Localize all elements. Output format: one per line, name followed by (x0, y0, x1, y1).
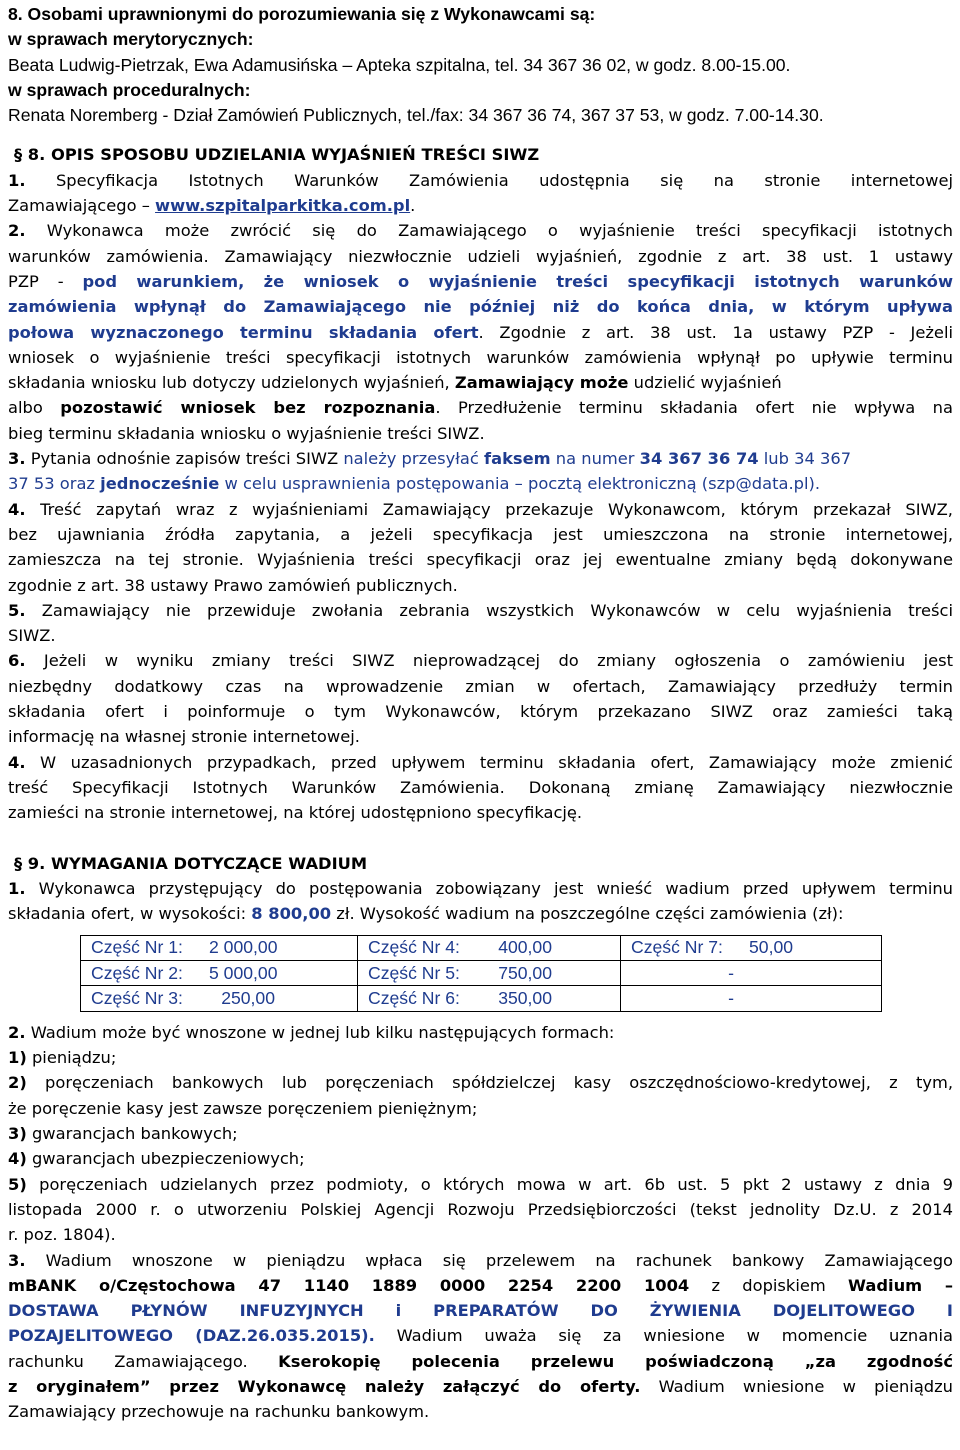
part-value: 50,00 (749, 937, 794, 958)
contacts-section (8, 2, 953, 128)
opis-p2-line4: zamówienia wpłynął do Zamawiającego nie później niż do końca dnia, w którym upływa (8, 297, 953, 317)
item-number: 2) (8, 1073, 27, 1093)
wadium-p3-line2 (8, 1273, 953, 1298)
opis-p2-line6: wniosek o wyjaśnienie treści specyfikacji istotnych warunków zamówienia wpłynął po upływie terminu (8, 347, 953, 367)
table-cell (81, 935, 358, 960)
table-row (81, 986, 882, 1011)
table-row (81, 961, 882, 986)
text: . Zgodnie z art. 38 ust. 1a ustawy PZP - Jeżeli (478, 322, 953, 342)
emphasis-text: jednocześnie (100, 474, 220, 494)
opis-p5-line1 (8, 598, 953, 623)
opis-p7-line3: zamieści na stronie internetowej, na której udostępniono specyfikację. (8, 803, 583, 823)
emphasis-text: lub 34 367 (758, 449, 852, 469)
opis-p6-line2: niezbędny dodatkowy czas na wprowadzenie zmian w ofertach, Zamawiający przedłuży termin (8, 676, 953, 696)
table-cell (81, 961, 358, 986)
item-number: 3. (8, 1250, 26, 1270)
part-label: Część Nr 4: (368, 937, 460, 958)
item-number: 5) (8, 1174, 27, 1194)
section-8 (8, 142, 953, 825)
form-3 (8, 1121, 953, 1146)
wadium-p3-line6 (8, 1374, 953, 1399)
text: Wadium wnoszone w pieniądzu wpłaca się przelewem na rachunek bankowy Zamawiającego (45, 1250, 953, 1270)
wadium-p3-line1 (8, 1248, 953, 1273)
item-number: 1) (8, 1048, 27, 1068)
text: Pytania odnośnie zapisów treści SIWZ (30, 449, 344, 469)
wadium-p3-line5 (8, 1349, 953, 1374)
item-number: 2. (8, 221, 26, 241)
item-number: 3) (8, 1124, 27, 1144)
emphasis-text: na numer (550, 449, 640, 469)
emphasis-text: faksem (484, 449, 551, 469)
opis-p2-line5 (8, 320, 953, 345)
table-row (81, 935, 882, 960)
part-value: 400,00 (498, 937, 552, 958)
part-label: Część Nr 6: (368, 988, 460, 1009)
opis-p4-line1 (8, 497, 953, 522)
table-cell (358, 961, 621, 986)
table-cell (621, 961, 882, 986)
table-cell (81, 986, 358, 1011)
form-2-line1 (8, 1070, 953, 1095)
wadium-p1-line1 (8, 876, 953, 901)
emphasis-text: Kserokopię polecenia przelewu poświadczoną „za zgodność (278, 1351, 953, 1371)
part-value: 5 000,00 (209, 962, 278, 983)
text: Specyfikacja Istotnych Warunków Zamówienia udostępnia się na stronie internetowej (55, 170, 953, 190)
part-label: Część Nr 3: (91, 988, 183, 1009)
text: w celu usprawnienia postępowania – pocztą elektroniczną (szp@data.pl). (219, 474, 821, 494)
total-amount: 8 800,00 (251, 904, 332, 924)
form-4 (8, 1146, 953, 1171)
opis-p4-line4: zgodnie z art. 38 ustawy Prawo zamówień publicznych. (8, 575, 458, 595)
text: z dopiskiem (689, 1275, 848, 1295)
form-5-line1 (8, 1172, 953, 1197)
form-2-line2: że poręczenie kasy jest zawsze poręczeniem pieniężnym; (8, 1098, 478, 1118)
text: Wadium wniesione w pieniądzu (640, 1377, 953, 1397)
opis-p1-line2 (8, 193, 953, 218)
wadium-p3-line7: Zamawiający przechowuje na rachunku bankowym. (8, 1402, 430, 1422)
section-8-heading: § 8. OPIS SPOSOBU UDZIELANIA WYJAŚNIEŃ TREŚCI SIWZ (14, 145, 540, 165)
table-cell (358, 986, 621, 1011)
merit-contacts-text: Beata Ludwig-Pietrzak, Ewa Adamusińska – Apteka szpitalna, tel. 34 367 36 02, w godz. 8.00-15.00. (8, 54, 791, 75)
wadium-p3-line3: DOSTAWA PŁYNÓW INFUZYJNYCH i PREPARATÓW DO ŻYWIENIA DOJELITOWEGO I (8, 1301, 953, 1321)
contacts-heading: 8. Osobami uprawnionymi do porozumiewania się z Wykonawcami są: (8, 4, 596, 24)
text: składania wniosku lub dotyczy udzielonych wyjaśnień, (8, 373, 455, 393)
form-5-line2: listopada 2000 r. o utworzeniu Polskiej Agencji Rozwoju Przedsiębiorczości (tekst jednolity Dz.U. z 2014 (8, 1199, 953, 1219)
form-5-line3: r. poz. 1804). (8, 1225, 116, 1245)
merit-contacts-label: w sprawach merytorycznych: (8, 29, 254, 50)
emphasis-text: Zamawiający może (454, 373, 629, 393)
text: zł. Wysokość wadium na poszczególne części zamówienia (zł): (331, 904, 844, 924)
procedural-contacts-label: w sprawach proceduralnych: (8, 79, 251, 100)
opis-p2-line8 (8, 395, 953, 420)
opis-p1-line1 (8, 168, 953, 193)
website-link[interactable]: www.szpitalparkitka.com.pl (155, 196, 411, 216)
part-label: Część Nr 2: (91, 962, 183, 983)
opis-p2-line9: bieg terminu składania wniosku o wyjaśnienie treści SIWZ. (8, 423, 485, 443)
opis-p6-line4: informację na własnej stronie internetowej. (8, 727, 360, 747)
part-label: Część Nr 1: (91, 937, 183, 958)
opis-p2-line7 (8, 370, 953, 395)
emphasis-text: POZAJELITOWEGO (DAZ.26.035.2015). (8, 1326, 375, 1346)
text: . (410, 196, 416, 216)
text: gwarancjach ubezpieczeniowych; (31, 1149, 305, 1169)
text: pieniądzu; (31, 1048, 117, 1068)
opis-p6-line1 (8, 648, 953, 673)
text: Wykonawca przystępujący do postępowania zobowiązany jest wnieść wadium przed upływem terminu (38, 879, 953, 899)
part-value: 2 000,00 (209, 937, 278, 958)
opis-p2-line1 (8, 218, 953, 243)
opis-p6-line3: składania ofert i poinformuje o tym Wykonawców, którym przekazano SIWZ oraz zamieści taką (8, 702, 953, 722)
part-value: 250,00 (221, 988, 275, 1009)
text: Wadium może być wnoszone w jednej lub kilku następujących formach: (30, 1022, 615, 1042)
wadium-parts-table (80, 935, 882, 1012)
text: PZP - (8, 271, 83, 291)
opis-p2-line3 (8, 269, 953, 294)
item-number: 4. (8, 499, 26, 519)
part-label: Część Nr 5: (368, 962, 460, 983)
text: rachunku Zamawiającego. (8, 1351, 279, 1371)
text: poręczeniach udzielanych przez podmioty, o których mowa w art. 6b ust. 5 pkt 2 ustawy z dnia 9 (39, 1174, 953, 1194)
part-value: - (728, 962, 734, 983)
text: . Przedłużenie terminu składania ofert nie wpływa na (435, 398, 953, 418)
item-number: 5. (8, 600, 26, 620)
emphasis-text: z oryginałem” przez Wykonawcę należy załączyć do oferty. (8, 1377, 641, 1397)
opis-p4-line3: zamieszcza na tej stronie. Wyjaśnienia treści specyfikacji oraz jej ewentualne zmiany będą dokonywane (8, 550, 953, 570)
bank-account: mBANK o/Częstochowa 47 1140 1889 0000 2254 2200 1004 (8, 1275, 690, 1295)
procedural-contacts-text: Renata Noremberg - Dział Zamówień Publicznych, tel./fax: 34 367 36 74, 367 37 53, w godz. 7.00-14.30. (8, 105, 824, 126)
opis-p7-line2: treść Specyfikacji Istotnych Warunków Zamówienia. Dokonaną zmianę Zamawiający niezwłocznie (8, 777, 953, 797)
opis-p3-line1 (8, 446, 953, 471)
item-number: 4) (8, 1149, 27, 1169)
text: Wykonawca może zwrócić się do Zamawiającego o wyjaśnienie treści specyfikacji istotnych (46, 221, 953, 241)
part-value: 750,00 (498, 962, 552, 983)
text: Zamawiający nie przewiduje zwołania zebrania wszystkich Wykonawców w celu wyjaśnienia treści (41, 600, 953, 620)
opis-p3-line2 (8, 471, 953, 496)
emphasis-text: 34 367 36 74 (639, 449, 759, 469)
text: Treść zapytań wraz z wyjaśnieniami Zamawiający przekazuje Wykonawcom, którym przekazał SIWZ, (40, 499, 953, 519)
table-cell (621, 986, 882, 1011)
text: udzielić wyjaśnień (628, 373, 782, 393)
item-number: 1. (8, 170, 26, 190)
item-number: 4. (8, 752, 26, 772)
item-number: 3. (8, 449, 26, 469)
text: poręczeniach bankowych lub poręczeniach spółdzielczej kasy oszczędnościowo-kredytowej, z tym, (45, 1073, 953, 1093)
text: W uzasadnionych przypadkach, przed upływem terminu składania ofert, Zamawiający może zmienić (40, 752, 953, 772)
opis-p7-line1 (8, 750, 953, 775)
opis-p5-line2: SIWZ. (8, 626, 56, 646)
item-number: 2. (8, 1022, 26, 1042)
table-cell (358, 935, 621, 960)
wadium-p2-line1 (8, 1020, 953, 1045)
table-cell (621, 935, 882, 960)
wadium-p3-line4 (8, 1323, 953, 1348)
emphasis-text: należy przesyłać (343, 449, 484, 469)
part-value: - (728, 988, 734, 1009)
emphasis-text: pod warunkiem, że wniosek o wyjaśnienie treści specyfikacji istotnych warunków (82, 271, 954, 291)
text: albo (8, 398, 61, 418)
opis-p2-line2: warunków zamówienia. Zamawiający niezwłocznie udzieli wyjaśnień, zgodnie z art. 38 ust. 1 ustawy (8, 246, 953, 266)
text: Jeżeli w wyniku zmiany treści SIWZ nieprowadzącej do zmiany ogłoszenia o zamówieniu jest (43, 651, 953, 671)
form-1 (8, 1045, 953, 1070)
item-number: 1. (8, 879, 26, 899)
wadium-p1-line2 (8, 901, 953, 926)
part-value: 350,00 (498, 988, 552, 1009)
emphasis-text: pozostawić wniosek bez rozpoznania (60, 398, 436, 418)
text: składania ofert, w wysokości: (8, 904, 252, 924)
emphasis-text: Wadium – (847, 1275, 953, 1295)
text: gwarancjach bankowych; (31, 1124, 238, 1144)
emphasis-text: połowa wyznaczonego terminu składania ofert (8, 322, 479, 342)
part-label: Część Nr 7: (631, 937, 723, 958)
text: Wadium uważa się za wniesione w momencie uznania (374, 1326, 953, 1346)
section-9 (8, 851, 953, 1425)
text: 37 53 oraz (8, 474, 101, 494)
section-9-heading: § 9. WYMAGANIA DOTYCZĄCE WADIUM (14, 853, 368, 873)
item-number: 6. (8, 651, 26, 671)
text: Zamawiającego – (8, 196, 156, 216)
opis-p4-line2: bez ujawniania źródła zapytania, a jeżeli specyfikacja jest umieszczona na stronie internetowej, (8, 524, 953, 544)
